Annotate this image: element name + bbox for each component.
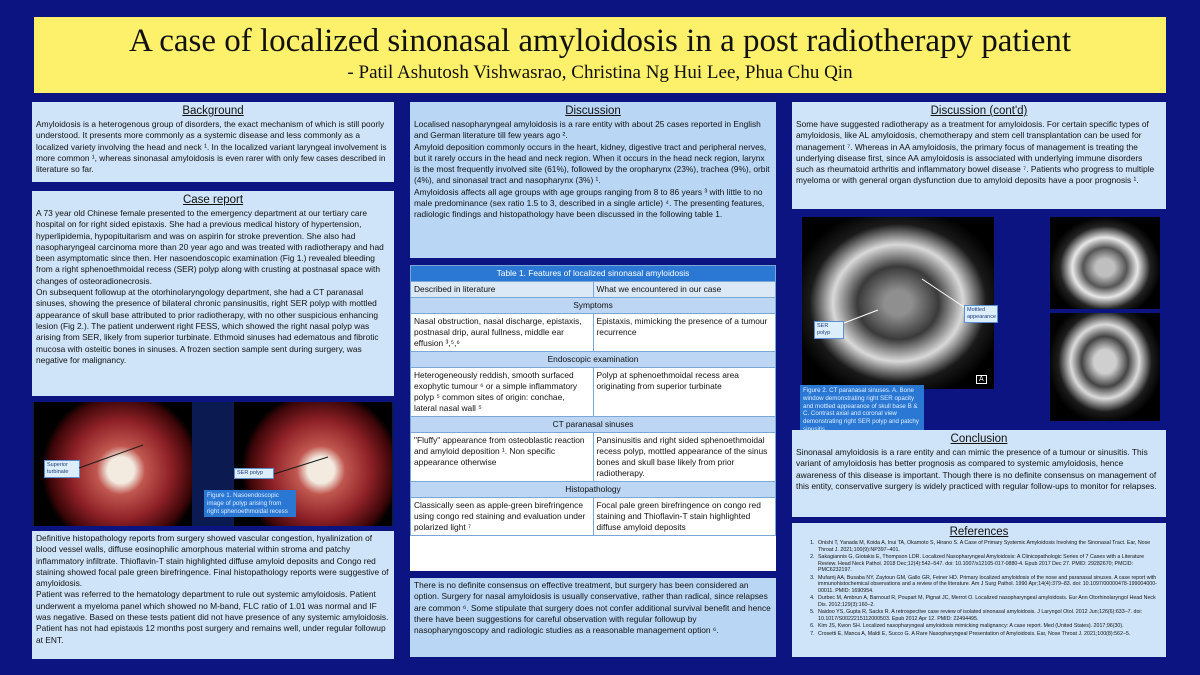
table-cell-literature: Heterogeneously reddish, smooth surfaced exophytic tumour ⁶ or a simple inflammatory polyp ⁵ common sites of origin: conchae, lateral nasal wall ⁵ <box>411 368 594 417</box>
case-report-paragraph-1: A 73 year old Chinese female presented to the emergency department at our tertiary care hospital on for right sided epistaxis. She had a previous medical history of hypertension, hyperlipidemia, hypopituitarism and was on aspirin for stroke prevention. She also had nasopharyngeal carcinoma more than 20 year ago and was treated with radiotherapy and had been asymptomatic since then. Her nasoendoscopic examination (Fig 1.) revealed bleeding from a right sphenoethmoidal recess (SER) polyp along with crusting at postnasal space with changes of osteoradionecrosis. <box>36 208 384 286</box>
reference-item: 6. Kim JS, Kwon SH. Localized nasopharyngeal amyloidosis mimicking malignancy: A case report. Med (United States). 2017;96(30). <box>816 623 1162 630</box>
table-column-our-case: What we encountered in our case <box>593 282 776 298</box>
figure-1 <box>32 402 394 526</box>
reference-item: 5. Naidoo YS, Gupta R, Sacks R. A retrospective case review of isolated sinonasal amyloidosis. J Laryngol Otol. 2012 Jun;126(6):633–7. doi: 10.1017/S0022215112000503. Epub 2012 Apr 12. PMID: 22494495. <box>816 609 1162 622</box>
table-section-endoscopic: Endoscopic examination <box>411 352 776 368</box>
table-section-ct: CT paranasal sinuses <box>411 417 776 433</box>
poster-authors: - Patil Ashutosh Vishwasrao, Christina Ng Hui Lee, Phua Chu Qin <box>347 62 853 83</box>
hematology-paragraph: Patient was referred to the hematology department to rule out systemic amyloidosis. Patient underwent a myeloma panel which showed no M-band, FLC ratio of 1.01 was normal and IF was negative. Based on these tests patient did not have presence of any systemic amyloidosis. Patient has not had epistaxis 12 months post surgery and remains well, under regular followup at ENT. <box>36 589 389 645</box>
table-cell-our-case: Polyp at sphenoethmoidal recess area originating from superior turbinate <box>593 368 776 417</box>
reference-item: 7. Crosetti E, Manca A, Maldi E, Succo G. A Rare Nasopharyngeal Presentation of Amyloidosis. Ear, Nose Throat J. 2021;100(8):562–5. <box>816 631 1162 638</box>
table-cell-our-case: Focal pale green birefringence on congo red staining and Thioflavin-T stain highlighted diffuse amyloid deposits <box>593 498 776 536</box>
discussion-continued-text: Some have suggested radiotherapy as a treatment for amyloidosis. For certain specific types of amyloidosis, like AL amyloidosis, chemotherapy and stem cell transplantation can be used for management ⁷. Whereas in AA amyloidosis, the primary focus of management is treating the underlying disease first, since AA amyloidosis is associated with underlying immune disorders such as rheumatoid arthritis and inflammatory bowel disease ⁷. Patients who progress to multiple myeloma or with general organ dysfunction due to amyloid deposits have a poor prognosis ¹. <box>796 119 1155 186</box>
reference-item: 2. Sakagiannis G, Giotakis E, Thompson LDR. Localized Nasopharyngeal Amyloidosis: A Clinicopathologic Series of 7 Cases with a Literature Review. Head Neck Pathol. 2018 Dec;12(4):542–547. doi: 10.1007/s12105-017-0880-4. Epub 2017 Dec 27. PMID: 29282670; PMCID: PMC6232197. <box>816 554 1162 574</box>
discussion-continued-heading: Discussion (cont'd) <box>930 105 1028 117</box>
poster-header <box>34 17 1166 93</box>
background-text: Amyloidosis is a heterogenous group of disorders, the exact mechanism of which is still poorly understood. It presents more commonly as a systemic disease and less commonly as a localized variety involving the head and neck ¹. In the localized variant laryngeal involvement is more common ¹, whereas sinonasal amyloidosis is even rarer with only few cases described in literature so far. <box>36 119 387 175</box>
table-cell-literature: Classically seen as apple-green birefringence using congo red staining and evaluation under polarized light ⁷ <box>411 498 594 536</box>
superior-turbinate-label: Superior turbinate <box>44 460 80 478</box>
case-report-paragraph-2: On subsequent followup at the otorhinolaryngology department, she had a CT paranasal sinuses, showing the presence of bilateral chronic pansinusitis, right SER polyp with mottled appearance of skull base attributed to prior radiotherapy, with no other suspicious enhancing lesion (Fig 2.). The patient underwent right FESS, which showed the right nasal polyp was arising from SER, likely from superior turbinate. Ethmoid sinuses had edematous and fibrotic mucosa with osteitic bones in sinuses. A frozen section sample sent during surgery, was negative for malignancy. <box>36 287 379 365</box>
table-cell-our-case: Epistaxis, mimicking the presence of a tumour recurrence <box>593 314 776 352</box>
reference-item: 3. Mufarrij AA, Busaba NY, Zaytoun GM, Gallo GR, Feiner HD. Primary localized amyloidosis of the nose and paranasal sinuses. A case report with immunohistochemical observations and a review of the literature. Am J Surg Pathol. 1990 Apr;14(4):379–83. doi: 10.1097/00000478-199004000-00011. PMID: 1690954. <box>816 575 1162 595</box>
management-text: There is no definite consensus on effective treatment, but surgery has been considered an option. Surgery for nasal amyloidosis is usually conservative, rather than radical, since relapses are common ⁶. Some stipulate that surgery does not confer additional survival benefit and hence there have been suggestions for careful observation with regular followup by nasopharyngoscopy and radiologic studies as a reasonable management option ⁶. <box>414 580 771 636</box>
reference-item: 4. Durbec M, Ambrun A, Barnoud R, Poupart M, Pignat JC, Merrot O. Localized nasopharyngeal amyloidosis. Eur Ann Otorhinolaryngol Head Neck Dis. 2012;129(3):160–2. <box>816 595 1162 608</box>
histopathology-paragraph: Definitive histopathology reports from surgery showed vascular congestion, hyalinization of blood vessel walls, diffuse eosinophilic amorphous material within stroma and patchy inflammatory infiltrate. Thioflavin-T stain highlighted diffuse amyloid deposits and Congo red staining showed focal pale green birefringence. Final histopathology reports were suggestive of amyloidosis. <box>36 533 389 589</box>
mottled-appearance-pointer <box>918 275 968 311</box>
conclusion-heading: Conclusion <box>950 433 1008 445</box>
discussion-continued-section <box>792 102 1166 209</box>
table-row <box>411 314 776 352</box>
superior-turbinate-pointer <box>77 442 147 472</box>
case-report-continued <box>32 531 394 659</box>
poster-title: A case of localized sinonasal amyloidosis in a post radiotherapy patient <box>128 23 1072 59</box>
discussion-paragraph-2: Amyloid deposition commonly occurs in the heart, kidney, digestive tract and peripheral nerves, but it rarely occurs in the head and neck region. When it occurs in the head neck region, larynx is the most frequently involved site (61%), followed by the oropharynx (23%), trachea (9%), orbit (4%), and sinonasal tract and nasopharynx (3%) ¹. <box>414 141 770 186</box>
ser-polyp-label: SER polyp <box>234 468 274 479</box>
panel-letter-a: A <box>976 375 987 384</box>
discussion-paragraph-1: Localised nasopharyngeal amyloidosis is a rare entity with about 25 cases reported in English and German literature till few years ago ². <box>414 119 761 141</box>
ser-polyp-ct-label: SER polyp <box>814 321 844 339</box>
conclusion-section <box>792 430 1166 517</box>
case-report-section <box>32 191 394 396</box>
reference-item: 1. Onishi T, Yanada M, Koida A, Inui TA, Okamoto S, Hirano S. A Case of Primary Systemic Amyloidosis Involving the Sinonasal Tract. Ear, Nose Throat J. 2021;100(9):NP397–401. <box>816 540 1162 553</box>
table-row <box>411 433 776 482</box>
case-report-heading: Case report <box>182 194 244 206</box>
mottled-appearance-label: Mottled appearance <box>964 305 998 323</box>
background-heading: Background <box>182 105 244 117</box>
table-title: Table 1. Features of localized sinonasal amyloidosis <box>411 266 776 282</box>
ser-polyp-ct-pointer <box>842 307 882 327</box>
table-section-histopathology: Histopathology <box>411 482 776 498</box>
features-table <box>410 265 776 536</box>
discussion-heading: Discussion <box>565 105 621 117</box>
discussion-section <box>410 102 776 258</box>
ct-axial-contrast <box>1050 217 1160 309</box>
references-section <box>792 523 1166 657</box>
table-cell-literature: "Fluffy" appearance from osteoblastic reaction and amyloid deposition ¹. Non specific appearance otherwise <box>411 433 594 482</box>
discussion-management <box>410 578 776 657</box>
table-cell-our-case: Pansinusitis and right sided sphenoethmoidal recess polyp, mottled appearance of the sinus bones and skull base likely from prior radiotherapy. <box>593 433 776 482</box>
features-table-container <box>410 265 776 571</box>
table-cell-literature: Nasal obstruction, nasal discharge, epistaxis, postnasal drip, aural fullness, middle ear effusion ³,⁵,⁶ <box>411 314 594 352</box>
table-column-literature: Described in literature <box>411 282 594 298</box>
discussion-paragraph-3: Amyloidosis affects all age groups with age groups ranging from 8 to 86 years ³ with little to no male predominance (sex ratio 1.5 to 3, described in a single article) ⁴. The presenting features, radiologic findings and histopathology have been discussed in the following table 1. <box>414 186 765 220</box>
references-heading: References <box>949 526 1009 538</box>
background-section <box>32 102 394 182</box>
table-row <box>411 498 776 536</box>
conclusion-text: Sinonasal amyloidosis is a rare entity and can mimic the presence of a tumour or sinusitis. This variant of amyloidosis has better prognosis as compared to systemic amyloidosis, hence awareness of this disease is important. Though there is no definite consensus on management of this entity, conservative surgery is widely practiced with regular follow-ups to monitor for relapses. <box>796 447 1157 491</box>
figure-2 <box>800 215 1162 426</box>
ct-coronal-contrast <box>1050 313 1160 421</box>
table-row <box>411 368 776 417</box>
figure-1-caption: Figure 1. Nasoendoscopic image of polyp arising from right sphenoethmoidal recess <box>204 490 296 517</box>
references-list <box>796 540 1162 637</box>
table-section-symptoms: Symptoms <box>411 298 776 314</box>
figure-2-caption: Figure 2. CT paranasal sinuses. A. Bone window demonstrating right SER opacity and mottled appearance of skull base B & C. Contrast axial and coronal view demonstrating right SER polyp and patchy <box>800 385 924 436</box>
ser-polyp-pointer <box>272 454 332 478</box>
